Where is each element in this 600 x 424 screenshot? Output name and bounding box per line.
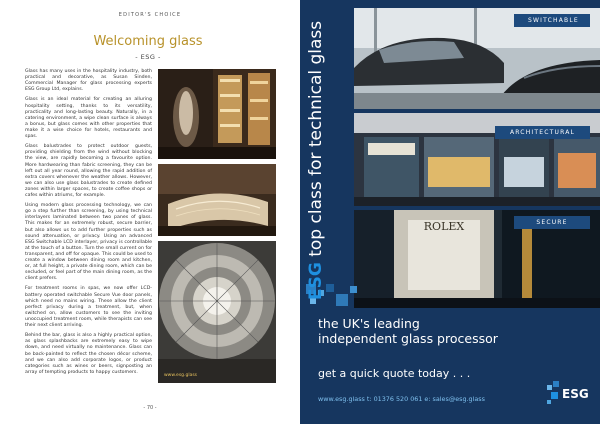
photo-glass-desk (158, 164, 276, 236)
page-number: - 70 - (143, 405, 157, 411)
quote-cta: get a quick quote today . . . (318, 367, 471, 380)
tag-architectural: ARCHITECTURAL (495, 126, 590, 139)
article-paragraph: Using modern glass processing technology, we can go a step further than screening, by using technical interlayers laminated between two panes of glass. This makes for an extremely robust, secure barrier, but also allows us to add further properties such as sound attenuation, or privacy. Using an advanced ESG Switchable LCD interlayer, privacy is controllable at the touch of a button. Turn the small current on for transparent, and off for opaque. This could be used to create a window between dining room and kitchen, or, at full height, a private dining room, which can be secluded, or feel part of the main dining room, as the client prefers. (25, 203, 152, 282)
ad-tagline: the UK's leading independent glass processor (318, 316, 498, 346)
photo-spiral-atrium (158, 241, 276, 383)
tag-secure: SECURE (514, 216, 590, 229)
vertical-slogan (306, 21, 326, 300)
section-kicker: EDITOR'S CHOICE (118, 12, 182, 18)
decorative-square (350, 286, 357, 293)
article-headline: Welcoming glass (93, 34, 203, 49)
article-paragraph: For treatment rooms in spas, we now offer LCD-battery operated switchable Secure Vue door panels, which need no mains wiring. These allow the client perfect privacy during a treatment, but, when switched on, allow customers to see the inviting unoccupied treatment room, while therapists can see their next client arriving. (25, 286, 152, 329)
photo-caption: www.esg.glass (164, 373, 198, 378)
tag-switchable: SWITCHABLE (514, 14, 590, 27)
photo-display-cabinets (158, 69, 276, 159)
article-paragraph: Behind the bar, glass is also a highly practical option, as glass splashbacks are extremely easy to wipe down, and need virtually no maintenance. Glass can be back-painted to reflect the chosen décor scheme, and we can also add corporate logos, or product categories such as wines or beers, signposting an array of tempting products to happy customers. (25, 333, 152, 375)
article-subhead: - ESG - (135, 53, 161, 61)
decorative-square (326, 284, 334, 292)
article-paragraph: Glass balustrades to protect outdoor guests, providing shielding from the wind without blocking the view, are rapidly becoming a favourite option. More hardwearing than fabric screening, they can be left out all year round, allowing the rapid addition of extra covers whenever the weather allows. However, we can also use glass balustrades to create defined zones within larger spaces, to create coffee shops or cafes within atriums, for example. (25, 144, 152, 198)
decorative-square (336, 294, 348, 306)
esg-logo-text: ESG (562, 387, 589, 401)
rolex-sign: ROLEX (423, 220, 465, 233)
slogan-brand: ESG (306, 262, 326, 300)
article-body (25, 69, 152, 380)
esg-advertisement (300, 0, 600, 424)
article-paragraph: Glass has many uses in the hospitality industry, both practical and decorative, as Susan Sinden, Commercial Manager for glass processing experts ESG Group Ltd, explains. (25, 69, 152, 93)
slogan-text: top class for technical glass (306, 20, 326, 263)
contact-details: www.esg.glass t: 01376 520 061 e: sales@esg.glass (318, 395, 485, 403)
article-paragraph: Glass is an ideal material for creating an alluring hospitality setting, thanks to its versatility, practicality and long-lasting beauty. Naturally, in a catering environment, a wipe clean surface is always a bonus, but glass comes with other properties that make it a wise choice for hotels, restaurants and spas. (25, 97, 152, 140)
